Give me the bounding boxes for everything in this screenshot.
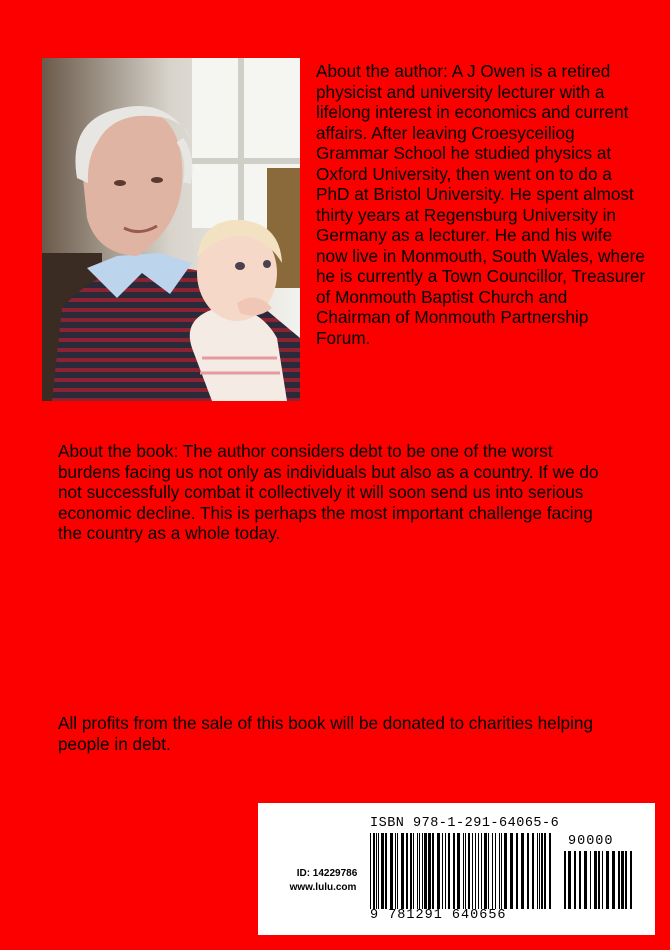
about-the-book-text: About the book: The author considers debt to be one of the worst burdens facing us not only as individuals but also as a country. If we do not successfully combat it collectively it will soon send us into serious economic decline. This is perhaps the most important challenge facing the country as a whole today. [58, 441, 599, 543]
author-photo [42, 58, 300, 401]
price-code: 90000 [568, 834, 614, 849]
about-the-author-text: About the author: A J Owen is a retired physicist and university lecturer with a lifelong interest in economics and current affairs. After leaving Croesyceiliog Grammar School he studied physics at Oxford University, then went on to do a PhD at Bristol University. He spent almost thirty years at Regensburg University in Germany as a lecturer. He and his wife now live in Monmouth, South Wales, where he is currently a Town Councillor, Treasurer of Monmouth Baptist Church and Chairman of Monmouth Partnership Forum. [316, 61, 646, 348]
isbn-label: ISBN 978-1-291-64065-6 [370, 816, 560, 831]
id-label: ID: 14229786 [296, 868, 358, 879]
site-label: www.lulu.com [289, 882, 357, 893]
price-barcode [564, 851, 636, 909]
author-with-baby-image [42, 58, 300, 401]
isbn-barcode [370, 833, 556, 909]
profits-note-text: All profits from the sale of this book will be donated to charities helping people in debt. [58, 713, 594, 754]
barcode-number: 9 781291 640656 [370, 908, 507, 923]
barcode-panel [258, 803, 655, 935]
